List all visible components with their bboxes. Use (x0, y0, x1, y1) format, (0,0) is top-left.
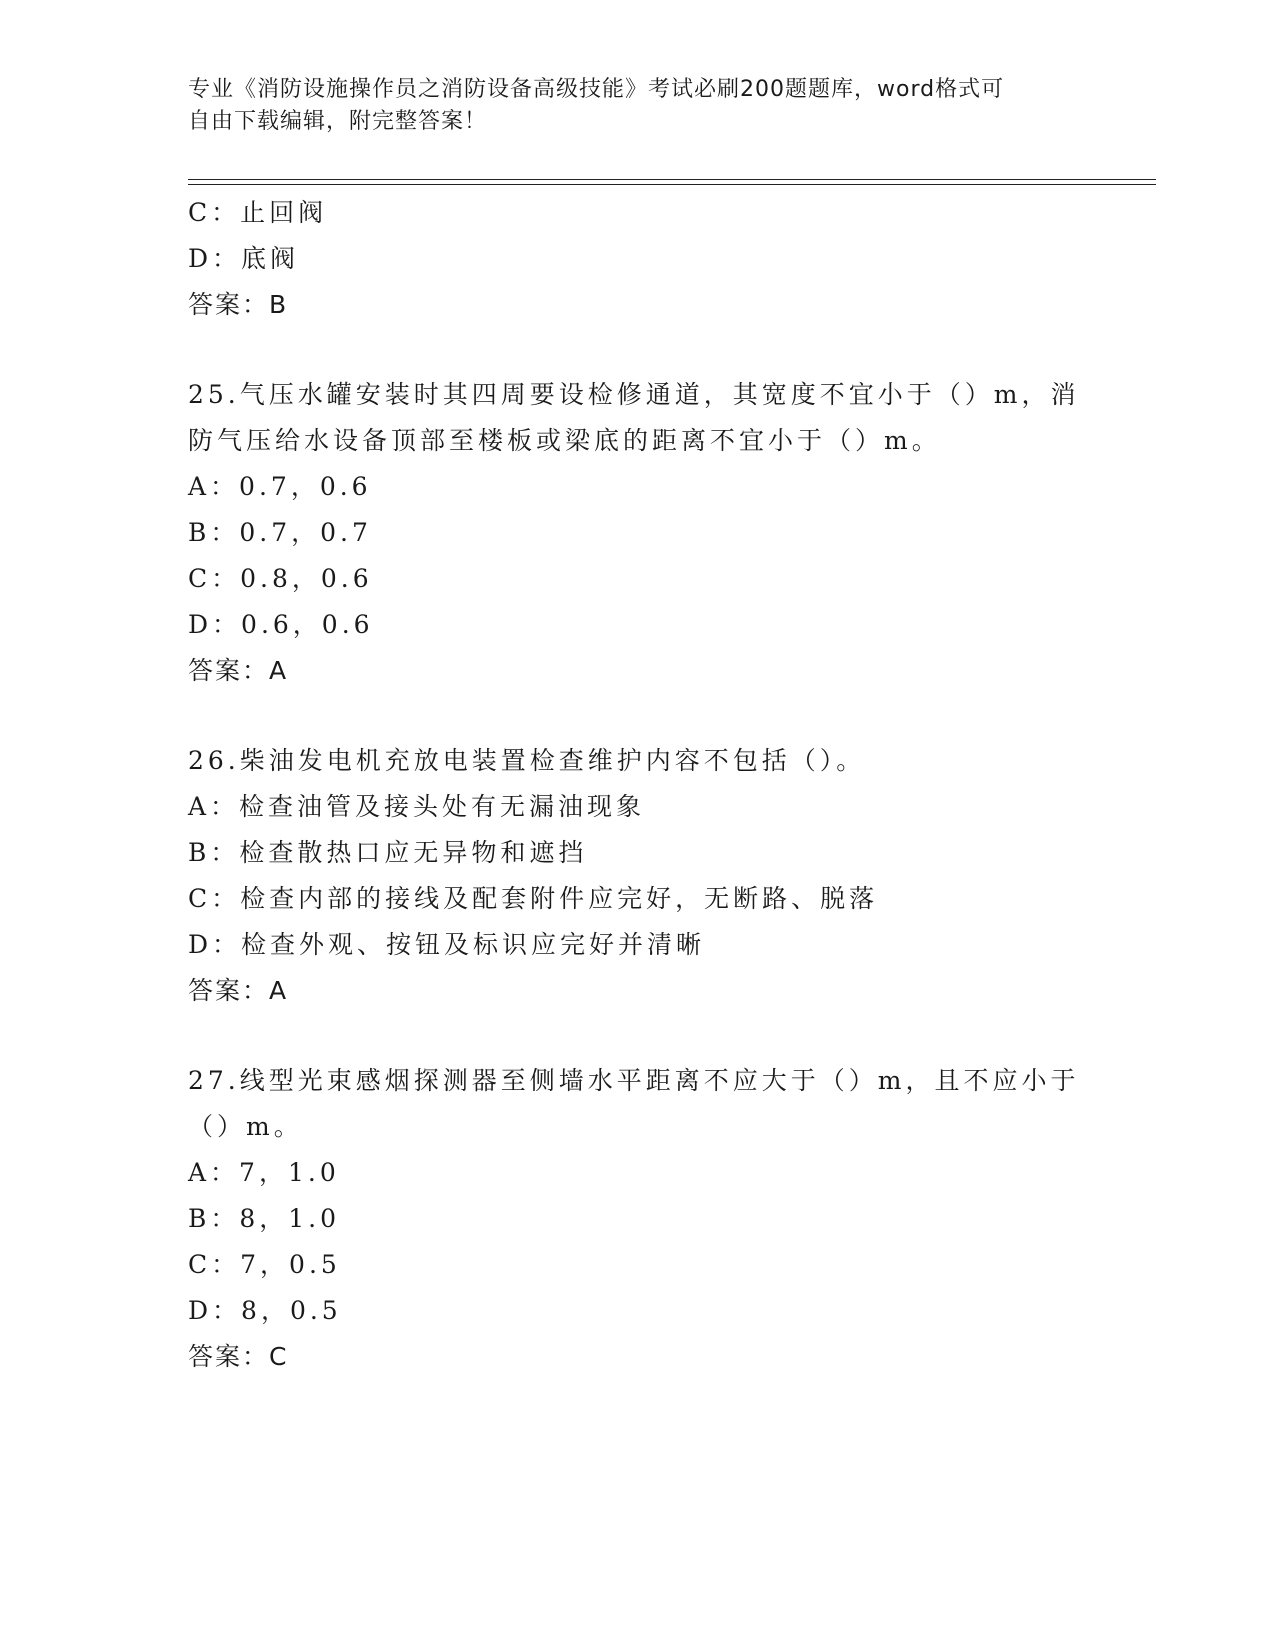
header-line-1: 专业《消防设施操作员之消防设备高级技能》考试必刷200题题库，word格式可 (188, 77, 1005, 102)
option-a: A：0.7，0.6 (188, 472, 372, 501)
option-c: C：止回阀 (188, 198, 328, 227)
option-c: C：7，0.5 (188, 1250, 341, 1279)
option-a: A：7，1.0 (188, 1158, 340, 1187)
option-d: D：底阀 (188, 244, 300, 273)
answer-line: 答案：B (188, 290, 289, 319)
question-body (188, 190, 1088, 1380)
document-header (188, 74, 1068, 138)
option-d: D：0.6，0.6 (188, 610, 374, 639)
question-27 (188, 1058, 1088, 1380)
question-text-line-1: 27.线型光束感烟探测器至侧墙水平距离不应大于（）m，且不应小于 (188, 1066, 1080, 1095)
option-b: B：0.7，0.7 (188, 518, 372, 547)
answer-line: 答案：C (188, 1342, 289, 1371)
question-25 (188, 372, 1088, 694)
option-d: D：8，0.5 (188, 1296, 342, 1325)
question-text-line-1: 26.柴油发电机充放电装置检查维护内容不包括（）。 (188, 746, 866, 775)
option-d: D：检查外观、按钮及标识应完好并清晰 (188, 930, 706, 959)
option-c: C：0.8，0.6 (188, 564, 373, 593)
header-divider-top (188, 179, 1156, 180)
header-line-2: 自由下载编辑，附完整答案！ (188, 109, 488, 134)
option-a: A：检查油管及接头处有无漏油现象 (188, 792, 646, 821)
previous-question-tail (188, 190, 1088, 328)
question-26 (188, 738, 1088, 1014)
option-b: B：8，1.0 (188, 1204, 341, 1233)
header-divider-bottom (188, 184, 1156, 185)
option-c: C：检查内部的接线及配套附件应完好，无断路、脱落 (188, 884, 879, 913)
answer-line: 答案：A (188, 976, 289, 1005)
question-text-line-2: （）m。 (188, 1112, 303, 1141)
question-text-line-2: 防气压给水设备顶部至楼板或梁底的距离不宜小于（）m。 (188, 426, 941, 455)
option-b: B：检查散热口应无异物和遮挡 (188, 838, 588, 867)
answer-line: 答案：A (188, 656, 289, 685)
question-text-line-1: 25.气压水罐安装时其四周要设检修通道，其宽度不宜小于（）m，消 (188, 380, 1080, 409)
